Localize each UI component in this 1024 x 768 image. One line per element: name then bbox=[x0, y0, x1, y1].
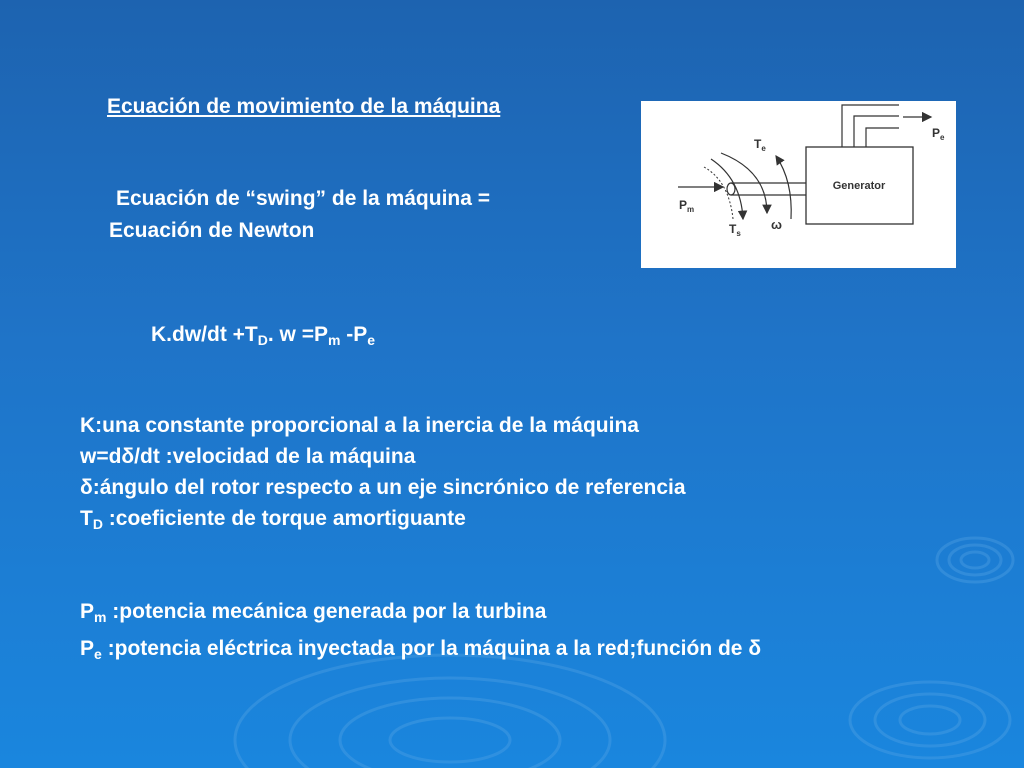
equation-subscript: m bbox=[327, 332, 341, 348]
pe-label: $P_e$ bbox=[932, 126, 945, 142]
td-text: :coeficiente de torque amortiguante bbox=[102, 507, 466, 530]
swing-equation-line-1: Ecuación de “swing” de la máquina = bbox=[116, 187, 491, 210]
pe-text: :potencia eléctrica inyectada por la máquina a la red;función de δ bbox=[101, 637, 762, 660]
te-label: $T_e$ bbox=[754, 137, 766, 153]
pm-label: $P_m$ bbox=[679, 198, 695, 214]
ts-label: $T_s$ bbox=[729, 222, 741, 238]
generator-diagram bbox=[641, 101, 956, 268]
omega-label: ω bbox=[771, 217, 782, 232]
generator-label: Generator bbox=[832, 180, 886, 192]
output-wire bbox=[866, 128, 899, 147]
pe-symbol: P bbox=[80, 637, 95, 660]
equation-subscript: e bbox=[367, 332, 376, 348]
equation-part: -P bbox=[340, 323, 368, 346]
pm-subscript: m bbox=[94, 609, 107, 625]
equation-part: . w =P bbox=[267, 323, 328, 346]
variable-definitions bbox=[80, 410, 686, 540]
definition-pm bbox=[80, 596, 761, 633]
definition-w: w=dδ/dt :velocidad de la máquina bbox=[80, 445, 416, 468]
power-definitions bbox=[80, 596, 761, 670]
td-symbol: T bbox=[80, 507, 93, 530]
definition-k: K:una constante proporcional a la inercia de la máquina bbox=[80, 414, 639, 437]
definition-pe bbox=[80, 633, 761, 670]
output-wire bbox=[854, 116, 899, 147]
equation-subscript: D bbox=[257, 332, 268, 348]
td-subscript: D bbox=[92, 516, 103, 532]
slide-title: Ecuación de movimiento de la máquina bbox=[107, 95, 501, 118]
definition-delta: δ:ángulo del rotor respecto a un eje sincrónico de referencia bbox=[80, 476, 686, 499]
te-arrow bbox=[776, 156, 791, 219]
swing-equation-line-2: Ecuación de Newton bbox=[109, 219, 315, 242]
pm-symbol: P bbox=[80, 600, 95, 623]
output-wire bbox=[842, 105, 899, 147]
pe-subscript: e bbox=[94, 646, 102, 662]
equation-part: K.dw/dt +T bbox=[151, 323, 258, 346]
pm-text: :potencia mecánica generada por la turbina bbox=[106, 600, 547, 623]
definition-td bbox=[80, 503, 686, 540]
swing-equation-formula bbox=[151, 322, 375, 349]
